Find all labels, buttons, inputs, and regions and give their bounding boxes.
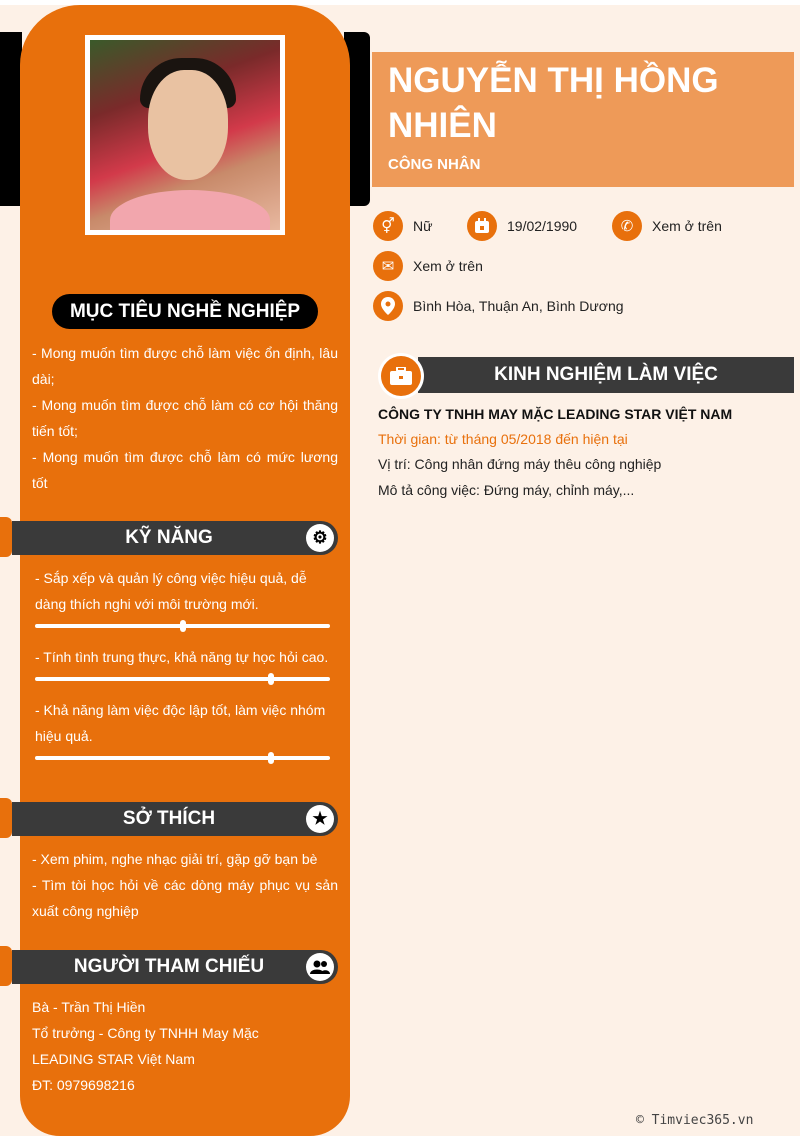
hobbies-heading [12,802,338,836]
avatar [90,40,280,230]
email-value: Xem ở trên [413,258,483,274]
hobby-line: - Xem phim, nghe nhạc giải trí, gặp gỡ bạn bè [32,851,318,867]
objective-text [32,340,338,496]
people-icon [306,953,334,981]
location-icon [373,291,403,321]
skill-bar-knob[interactable] [268,752,274,764]
company-name: CÔNG TY TNHH MAY MẶC LEADING STAR VIỆT NAM [378,406,733,422]
phone-icon: ✆ [612,211,642,241]
reference-name: Bà - Trần Thị Hiền [32,999,146,1015]
objective-line: - Mong muốn tìm được chỗ làm có cơ hội thăng tiến tốt; [32,397,338,439]
experience-heading: KINH NGHIỆM LÀM VIỆC [418,357,794,393]
reference-phone: ĐT: 0979698216 [32,1077,135,1093]
calendar-icon [467,211,497,241]
skills-heading [12,521,338,555]
mail-icon: ✉ [373,251,403,281]
objective-line: - Mong muốn tìm được chỗ làm có mức lương tốt [32,449,338,491]
references-heading-label: NGƯỜI THAM CHIẾU [73,956,265,977]
references-text [32,994,322,1098]
profile-photo [85,35,285,235]
skill-bar-knob[interactable] [180,620,186,632]
section-nub [0,517,12,557]
section-nub [0,946,12,986]
candidate-name: NGUYỄN THỊ HỒNG NHIÊN [388,61,719,145]
section-nub [0,798,12,838]
gender-icon: ⚥ [373,211,403,241]
skill-item: - Sắp xếp và quản lý công việc hiệu quả, dễ dàng thích nghi với môi trường mới. [35,570,307,612]
footer-credit: © Timviec365.vn [636,1113,754,1128]
job-title: CÔNG NHÂN [388,156,481,173]
avatar-face [148,70,228,180]
objective-heading: MỤC TIÊU NGHỀ NGHIỆP [52,294,318,329]
avatar-shirt [110,190,270,230]
skill-item: - Tính tình trung thực, khả năng tự học hỏi cao. [35,649,329,665]
briefcase-icon [381,356,421,396]
skill-bar [35,756,330,760]
hobbies-heading-label: SỞ THÍCH [122,808,216,829]
phone-value: Xem ở trên [652,218,722,234]
decor-tab-left [0,32,22,206]
reference-role: Tổ trưởng - Công ty TNHH May Mặc LEADING STAR Việt Nam [32,1025,259,1067]
experience-time: Thời gian: từ tháng 05/2018 đến hiện tại [378,431,628,447]
birthday-value: 19/02/1990 [507,218,578,234]
skill-bar [35,677,330,681]
hobbies-text [32,846,338,924]
experience-icon-wrap [378,353,424,399]
experience-description: Mô tả công việc: Đứng máy, chỉnh máy,... [378,482,635,498]
skill-item: - Khả năng làm việc độc lập tốt, làm việc nhóm hiệu quả. [35,702,326,744]
address-value: Bình Hòa, Thuận An, Bình Dương [413,298,624,314]
skill-bar-knob[interactable] [268,673,274,685]
gear-icon: ⚙ [306,524,334,552]
references-heading [12,950,338,984]
skills-heading-label: KỸ NĂNG [125,527,213,548]
gender-value: Nữ [413,218,433,234]
hobby-line: - Tìm tòi học hỏi về các dòng máy phục vụ sản xuất công nghiệp [32,877,338,919]
experience-position: Vị trí: Công nhân đứng máy thêu công nghiệp [378,456,662,472]
star-icon: ★ [306,805,334,833]
skill-bar [35,624,330,628]
objective-line: - Mong muốn tìm được chỗ làm việc ổn định, lâu dài; [32,345,338,387]
